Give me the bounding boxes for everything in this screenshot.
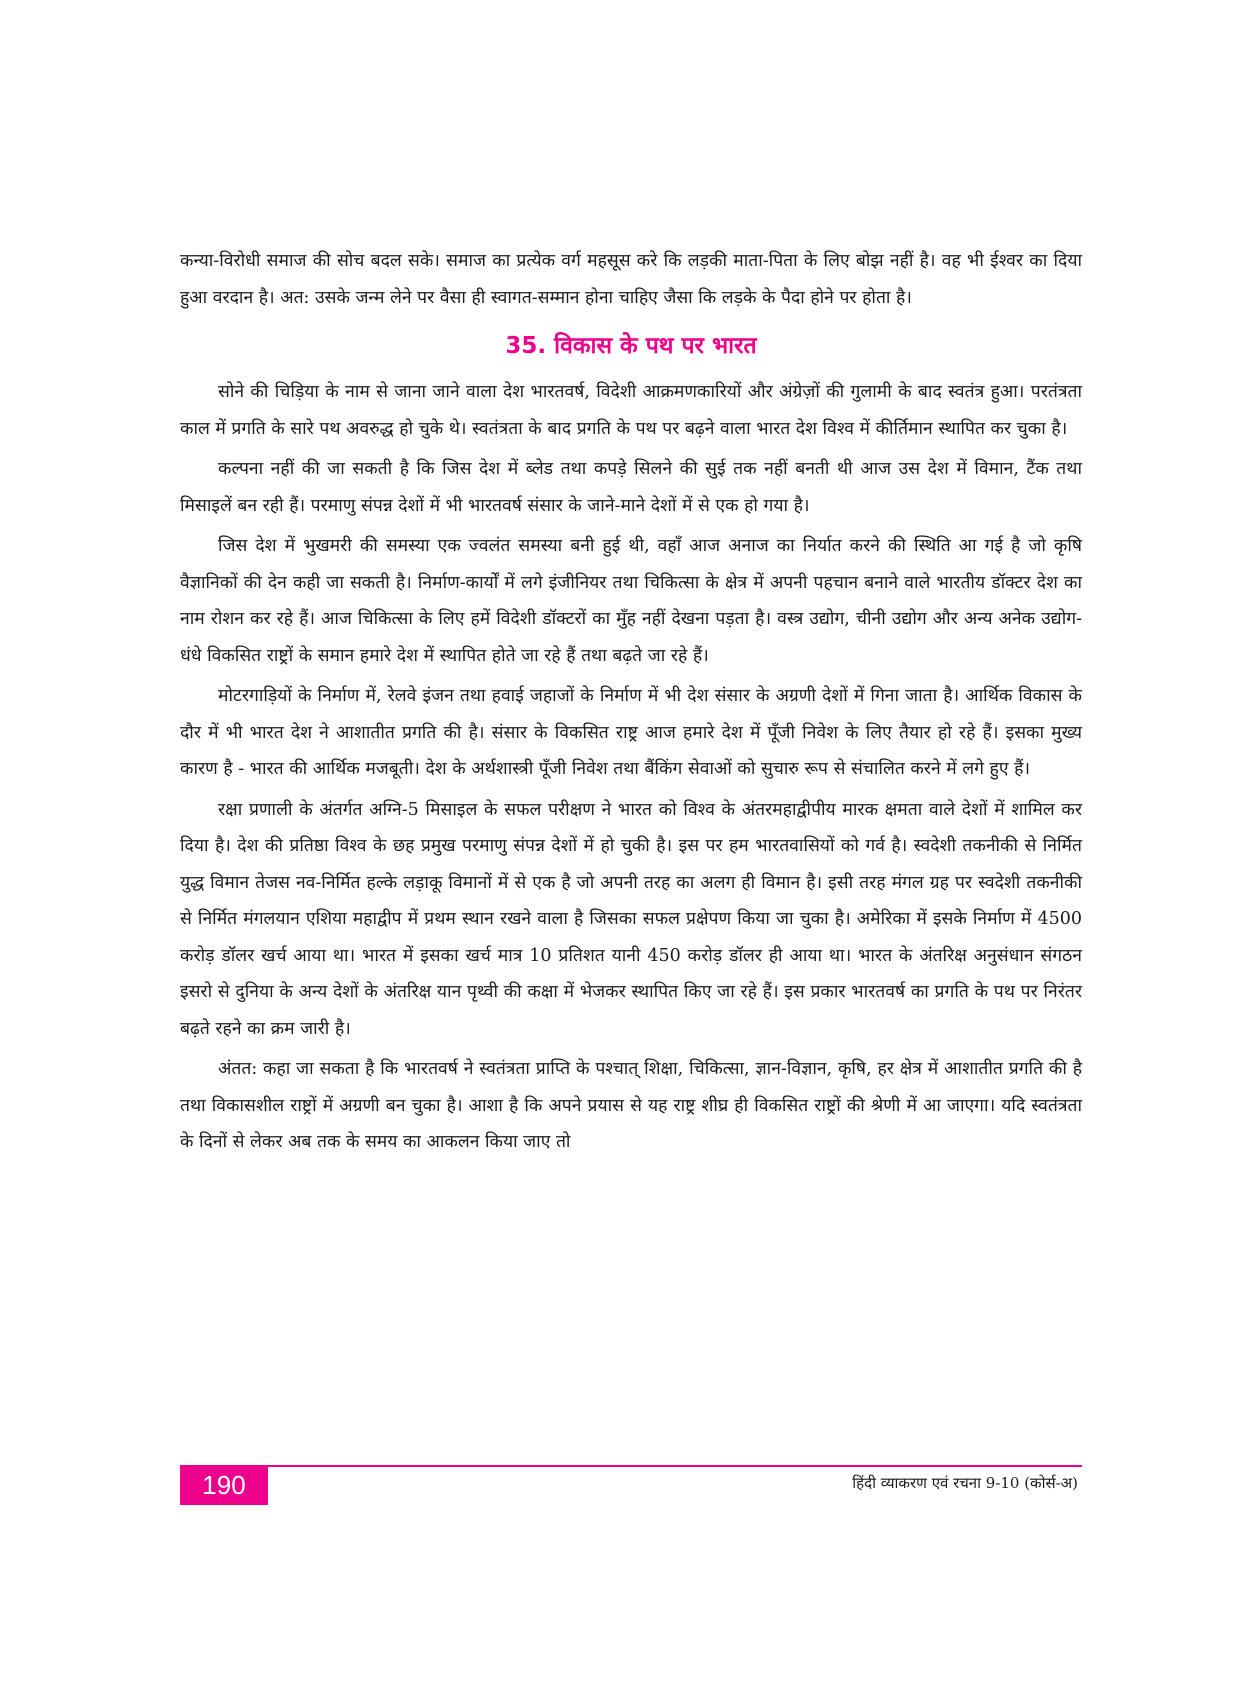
page-content [180,243,1082,1165]
essay-paragraph-1: सोने की चिड़िया के नाम से जाना जाने वाला देश भारतवर्ष, विदेशी आक्रमणकारियों और अंग्रेज़ों की गुलामी के बाद स्वतंत्र हुआ। परतंत्रता काल में प्रगति के सारे पथ अवरुद्ध हो चुके थे। स्वतंत्रता के बाद प्रगति के पथ पर बढ़ने वाला भारत देश विश्व में कीर्तिमान स्थापित कर चुका है। [180,382,1082,439]
essay-paragraph-5: रक्षा प्रणाली के अंतर्गत अग्नि-5 मिसाइल के सफल परीक्षण ने भारत को विश्व के अंतरमहाद्वीपीय मारक क्षमता वाले देशों में शामिल कर दिया है। देश की प्रतिष्ठा विश्व के छह प्रमुख परमाणु संपन्न देशों में हो चुकी है। इस पर हम भारतवासियों को गर्व है। स्वदेशी तकनीकी से निर्मित युद्ध विमान तेजस नव-निर्मित हल्के लड़ाकू विमानों में से एक है जो अपनी तरह का अलग ही विमान है। इसी तरह मंगल ग्रह पर स्वदेशी तकनीकी से निर्मित मंगलयान एशिया महाद्वीप में प्रथम स्थान रखने वाला है जिसका सफल प्रक्षेपण किया जा चुका है। अमेरिका में इसके निर्माण में 4500 करोड़ डॉलर खर्च आया था। भारत में इसका खर्च मात्र 10 प्रतिशत यानी 450 करोड़ डॉलर ही आया था। भारत के अंतरिक्ष अनुसंधान संगठन इसरो से दुनिया के अन्य देशों के अंतरिक्ष यान पृथ्वी की कक्षा में भेजकर स्थापित किए जा रहे हैं। इस प्रकार भारतवर्ष का प्रगति के पथ पर निरंतर बढ़ते रहने का क्रम जारी है। [180,799,1082,1039]
essay-paragraph-3: जिस देश में भुखमरी की समस्या एक ज्वलंत समस्या बनी हुई थी, वहाँ आज अनाज का निर्यात करने की स्थिति आ गई है जो कृषि वैज्ञानिकों की देन कही जा सकती है। निर्माण-कार्यों में लगे इंजीनियर तथा चिकित्सा के क्षेत्र में अपनी पहचान बनाने वाले भारतीय डॉक्टर देश का नाम रोशन कर रहे हैं। आज चिकित्सा के लिए हमें विदेशी डॉक्टरों का मुँह नहीं देखना पड़ता है। वस्त्र उद्योग, चीनी उद्योग और अन्य अनेक उद्योग-धंधे विकसित राष्ट्रों के समान हमारे देश में स्थापित होते जा रहे हैं तथा बढ़ते जा रहे हैं। [180,536,1082,666]
footer-divider [180,1465,1082,1467]
essay-paragraph-6: अंतत: कहा जा सकता है कि भारतवर्ष ने स्वतंत्रता प्राप्ति के पश्चात् शिक्षा, चिकित्सा, ज्ञान-विज्ञान, कृषि, हर क्षेत्र में आशातीत प्रगति की है तथा विकासशील राष्ट्रों में अग्रणी बन चुका है। आशा है कि अपने प्रयास से यह राष्ट्र शीघ्र ही विकसित राष्ट्रों की श्रेणी में आ जाएगा। यदि स्वतंत्रता के दिनों से लेकर अब तक के समय का आकलन किया जाए तो [180,1059,1082,1152]
page-number: 190 [180,1465,268,1505]
page-footer [180,1465,1082,1505]
book-title: हिंदी व्याकरण एवं रचना 9-10 (कोर्स-अ) [852,1474,1078,1492]
essay-paragraph-4: मोटरगाड़ियों के निर्माण में, रेलवे इंजन तथा हवाई जहाजों के निर्माण में भी देश संसार के अग्रणी देशों में गिना जाता है। आर्थिक विकास के दौर में भी भारत देश ने आशातीत प्रगति की है। संसार के विकसित राष्ट्र आज हमारे देश में पूँजी निवेश के लिए तैयार हो रहे हैं। इसका मुख्य कारण है - भारत की आर्थिक मजबूती। देश के अर्थशास्त्री पूँजी निवेश तथा बैंकिंग सेवाओं को सुचारु रूप से संचालित करने में लगे हुए हैं। [180,686,1082,779]
essay-title: 35. विकास के पथ पर भारत [505,333,757,359]
intro-paragraph: कन्या-विरोधी समाज की सोच बदल सके। समाज का प्रत्येक वर्ग महसूस करे कि लड़की माता-पिता के लिए बोझ नहीं है। वह भी ईश्वर का दिया हुआ वरदान है। अत: उसके जन्म लेने पर वैसा ही स्वागत-सम्मान होना चाहिए जैसा कि लड़के के पैदा होने पर होता है। [180,251,1082,308]
essay-paragraph-2: कल्पना नहीं की जा सकती है कि जिस देश में ब्लेड तथा कपड़े सिलने की सुई तक नहीं बनती थी आज उस देश में विमान, टैंक तथा मिसाइलें बन रही हैं। परमाणु संपन्न देशों में भी भारतवर्ष संसार के जाने-माने देशों में से एक हो गया है। [180,459,1082,516]
